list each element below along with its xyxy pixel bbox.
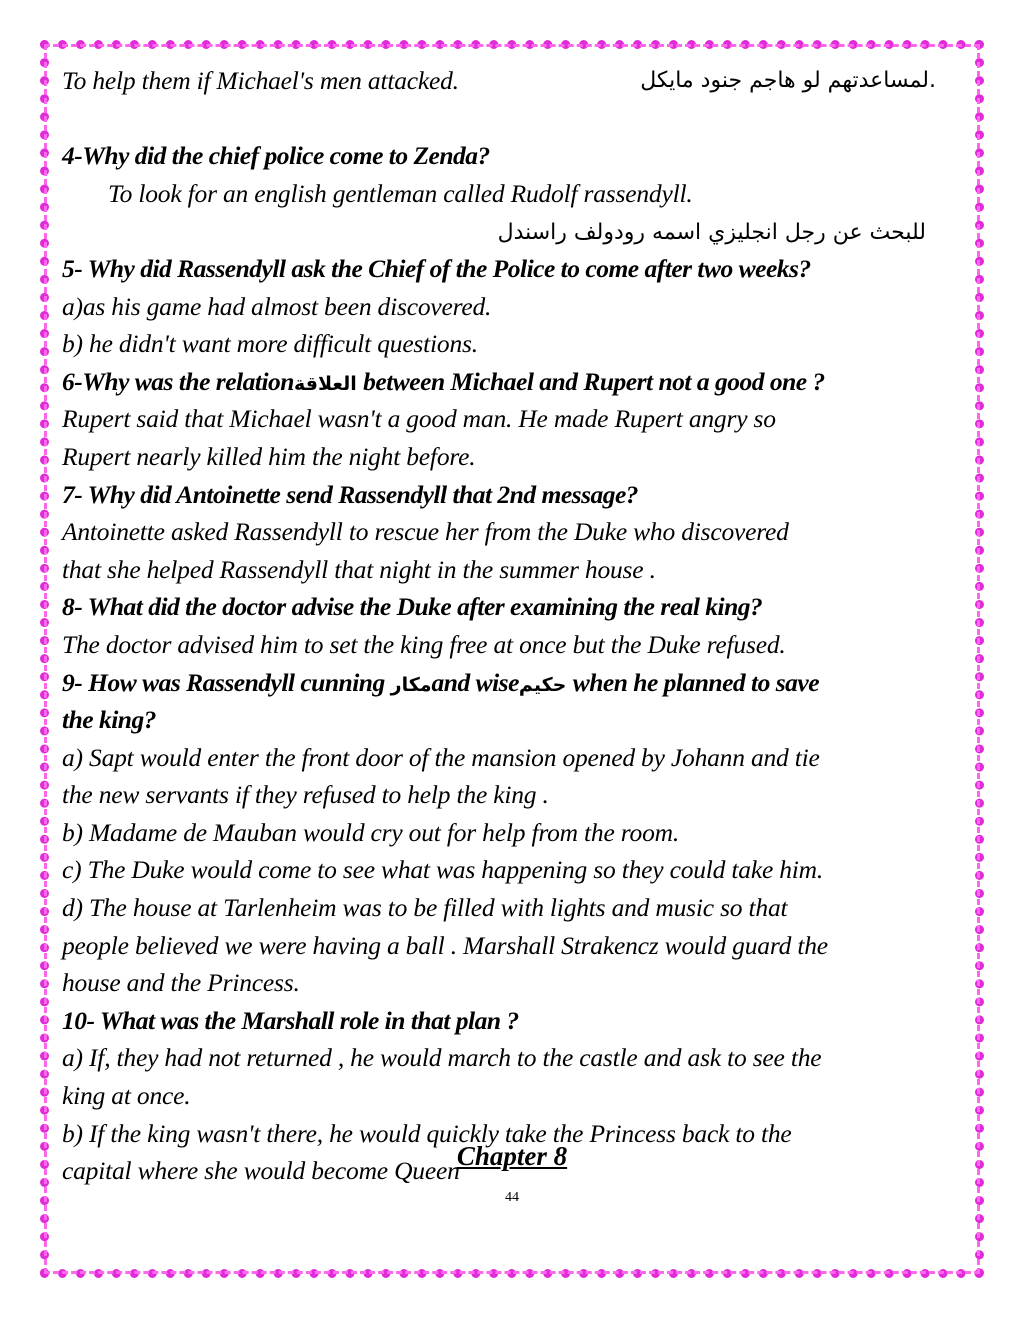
answer-8: The doctor advised him to set the king free at once but the Duke refused. [62,629,786,659]
answer-line [62,62,962,100]
answer-9a-line1: a) Sapt would enter the front door of the mansion opened by Johann and tie [62,742,820,772]
answer-6-line1: Rupert said that Michael wasn't a good man. He made Rupert angry so [62,404,776,434]
question-6-part1: 6-Why was the relation [62,366,294,396]
question-9-ar2: حكيم [518,673,567,696]
question-6 [62,363,962,401]
chapter-heading: Chapter 8 [456,1141,568,1171]
document-body [62,62,962,1190]
answer-10b-line2: capital where she would become Queen [62,1156,460,1186]
answer-7-line2: that she helped Rassendyll that night in the summer house . [62,554,656,584]
answer-4-ar: للبحث عن رجل انجليزي اسمه رودولف راسندل [497,220,926,246]
question-9-ar1: مكار [390,673,432,696]
answer-text-en: To help them if Michael's men attacked. [62,66,459,95]
question-10: 10- What was the Marshall role in that plan ? [62,1005,519,1035]
question-9-part1: 9- How was Rassendyll cunning [62,667,391,697]
answer-9d-line3: house and the Princess. [62,968,300,998]
question-7: 7- Why did Antoinette send Rassendyll that 2nd message? [62,479,639,509]
page-number: 44 [505,1190,519,1205]
answer-10b-line1: b) If the king wasn't there, he would quickly take the Princess back to the [62,1118,792,1148]
answer-7-line1: Antoinette asked Rassendyll to rescue her from the Duke who discovered [62,517,789,547]
answer-9b: b) Madame de Mauban would cry out for help from the room. [62,817,680,847]
question-5: 5- Why did Rassendyll ask the Chief of the Police to come after two weeks? [62,253,811,283]
question-9-part2: and wise [431,667,519,697]
answer-5b: b) he didn't want more difficult questions. [62,329,478,359]
question-6-ar: العلاقة [294,372,357,395]
question-9-line2: the king? [62,705,156,735]
answer-5a: a)as his game had almost been discovered. [62,291,492,321]
question-9 [62,664,962,702]
answer-text-ar: .لمساعدتهم لو هاجم جنود مايكل [640,68,936,93]
question-4: 4-Why did the chief police come to Zenda? [62,141,490,171]
question-8: 8- What did the doctor advise the Duke after examining the real king? [62,592,763,622]
answer-9c: c) The Duke would come to see what was happening so they could take him. [62,855,824,885]
answer-10a-line2: king at once. [62,1081,191,1111]
answer-9a-line2: the new servants if they refused to help the king . [62,780,549,810]
answer-4: To look for an english gentleman called Rudolf rassendyll. [108,178,693,208]
blank-line [62,100,962,138]
answer-4-ar-line [62,212,962,250]
answer-9d-line2: people believed we were having a ball . Marshall Strakencz would guard the [62,930,828,960]
answer-10a-line1: a) If, they had not returned , he would march to the castle and ask to see the [62,1043,822,1073]
question-9-part3: when he planned to save [566,667,820,697]
question-6-part2: between Michael and Rupert not a good one ? [356,366,825,396]
answer-9d-line1: d) The house at Tarlenheim was to be filled with lights and music so that [62,893,788,923]
answer-6-line2: Rupert nearly killed him the night before. [62,441,476,471]
